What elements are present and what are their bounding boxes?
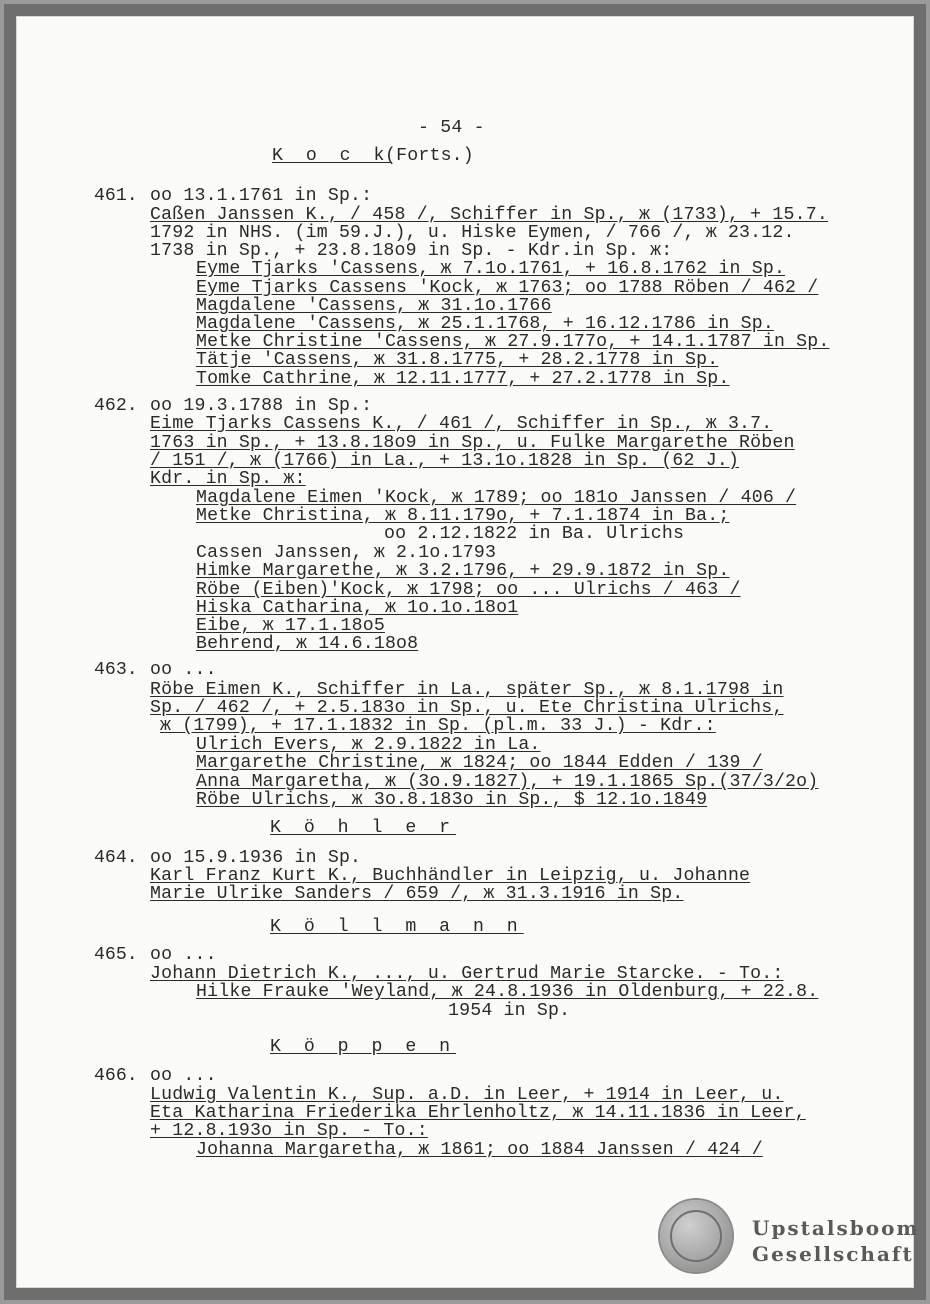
entry-line: Anna Margaretha, ж (3o.9.1827), + 19.1.1865 Sp.(37/3/2o) (196, 772, 819, 792)
entry-line: Eibe, ж 17.1.18o5 (196, 616, 385, 636)
entry-line: Röbe Eimen K., Schiffer in La., später Sp., ж 8.1.1798 in (150, 680, 784, 700)
entry-line: oo ... (150, 1066, 217, 1086)
entry-line: 1738 in Sp., + 23.8.18o9 in Sp. - Kdr.in Sp. ж: (150, 241, 673, 261)
entry-line: Metke Christine 'Cassens, ж 27.9.177o, + 14.1.1787 in Sp. (196, 332, 830, 352)
entry-number: 463. (94, 660, 138, 680)
entry-line: Hilke Frauke 'Weyland, ж 24.8.1936 in Oldenburg, + 22.8. (196, 982, 819, 1002)
entry-line: Ulrich Evers, ж 2.9.1822 in La. (196, 735, 541, 755)
entry-line: Marie Ulrike Sanders / 659 /, ж 31.3.1916 in Sp. (150, 884, 684, 904)
entry-line: Himke Margarethe, ж 3.2.1796, + 29.9.1872 in Sp. (196, 561, 730, 581)
logo-line-1: Upstalsboom (752, 1216, 920, 1240)
entry-line: Hiska Catharina, ж 1o.1o.18o1 (196, 598, 519, 618)
entry-line: Tomke Cathrine, ж 12.11.1777, + 27.2.1778 in Sp. (196, 369, 730, 389)
society-seal-logo (660, 1200, 732, 1272)
section-heading-kohler: K ö h l e r (270, 818, 457, 838)
entry-line: Behrend, ж 14.6.18o8 (196, 634, 419, 654)
section-heading-kollmann: K ö l l m a n n (270, 917, 524, 937)
entry-line: Eime Tjarks Cassens K., / 461 /, Schiffer in Sp., ж 3.7. (150, 414, 773, 434)
section-heading-kock: K o c k (272, 146, 391, 166)
entry-line: Karl Franz Kurt K., Buchhändler in Leipzig, u. Johanne (150, 866, 751, 886)
entry-line: Metke Christina, ж 8.11.179o, + 7.1.1874 in Ba.; (196, 506, 730, 526)
entry-line: + 12.8.193o in Sp. - To.: (150, 1121, 428, 1141)
entry-line: oo ... (150, 660, 217, 680)
entry-line: oo 15.9.1936 in Sp. (150, 848, 362, 868)
entry-line: Cassen Janssen, ж 2.1o.1793 (196, 543, 497, 563)
entry-line: Eta Katharina Friederika Ehrlenholtz, ж 14.11.1836 in Leer, (150, 1103, 806, 1123)
entry-line: Magdalene 'Cassens, ж 25.1.1768, + 16.12.1786 in Sp. (196, 314, 774, 334)
entry-number: 466. (94, 1066, 138, 1086)
section-heading-forts: (Forts.) (385, 146, 474, 166)
entry-line: Caßen Janssen K., / 458 /, Schiffer in Sp., ж (1733), + 15.7. (150, 205, 828, 225)
entry-line: oo 19.3.1788 in Sp.: (150, 396, 373, 416)
entry-number: 465. (94, 945, 138, 965)
entry-line: Röbe (Eiben)'Kock, ж 1798; oo ... Ulrichs / 463 / (196, 580, 741, 600)
entry-line: oo 2.12.1822 in Ba. Ulrichs (384, 524, 685, 544)
entry-line: oo 13.1.1761 in Sp.: (150, 186, 373, 206)
entry-line: 1954 in Sp. (448, 1001, 571, 1021)
logo-line-2: Gesellschaft (752, 1242, 914, 1266)
entry-line: Johann Dietrich K., ..., u. Gertrud Marie Starcke. - To.: (150, 964, 784, 984)
entry-number: 462. (94, 396, 138, 416)
entry-line: Johanna Margaretha, ж 1861; oo 1884 Janssen / 424 / (196, 1140, 763, 1160)
entry-line: Margarethe Christine, ж 1824; oo 1844 Edden / 139 / (196, 753, 763, 773)
entry-line: oo ... (150, 945, 217, 965)
entry-number: 461. (94, 186, 138, 206)
entry-line: Ludwig Valentin K., Sup. a.D. in Leer, + 1914 in Leer, u. (150, 1085, 784, 1105)
page-number: - 54 - (418, 118, 485, 138)
entry-line: Eyme Tjarks 'Cassens, ж 7.1o.1761, + 16.8.1762 in Sp. (196, 259, 786, 279)
entry-line: Magdalene 'Cassens, ж 31.1o.1766 (196, 296, 552, 316)
entry-line: Tätje 'Cassens, ж 31.8.1775, + 28.2.1778 in Sp. (196, 350, 719, 370)
entry-line: 1792 in NHS. (im 59.J.), u. Hiske Eymen, / 766 /, ж 23.12. (150, 223, 795, 243)
entry-line: Eyme Tjarks Cassens 'Kock, ж 1763; oo 1788 Röben / 462 / (196, 278, 819, 298)
entry-line: Magdalene Eimen 'Kock, ж 1789; oo 181o Janssen / 406 / (196, 488, 797, 508)
section-heading-koppen: K ö p p e n (270, 1037, 457, 1057)
entry-line: Röbe Ulrichs, ж 3o.8.183o in Sp., $ 12.1o.1849 (196, 790, 708, 810)
entry-line: Sp. / 462 /, + 2.5.183o in Sp., u. Ete Christina Ulrichs, (150, 698, 784, 718)
entry-number: 464. (94, 848, 138, 868)
entry-line: / 151 /, ж (1766) in La., + 13.1o.1828 in Sp. (62 J.) (150, 451, 740, 471)
entry-line: ж (1799), + 17.1.1832 in Sp. (pl.m. 33 J.) - Kdr.: (160, 716, 716, 736)
entry-line: Kdr. in Sp. ж: (150, 469, 306, 489)
entry-line: 1763 in Sp., + 13.8.18o9 in Sp., u. Fulke Margarethe Röben (150, 433, 795, 453)
